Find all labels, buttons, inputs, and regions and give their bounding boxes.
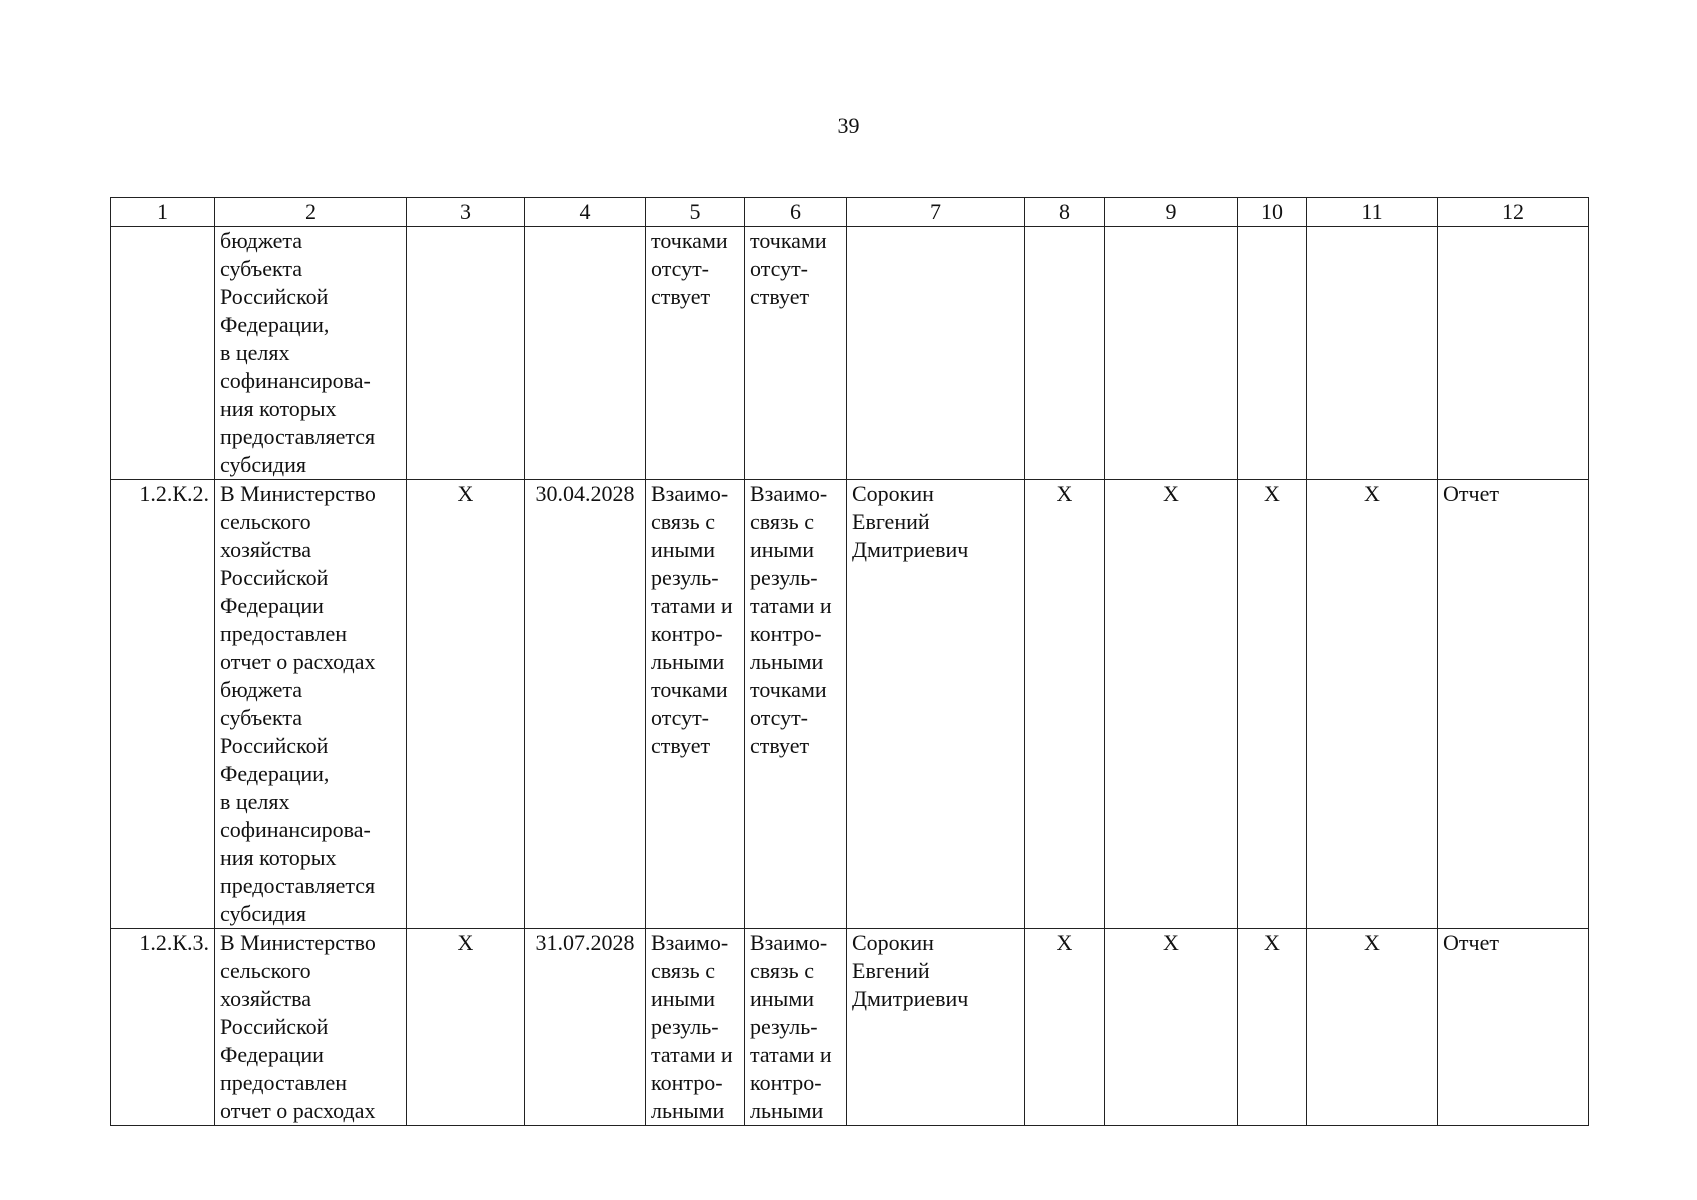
column-header-10: 10 [1238,198,1307,227]
table-row [111,480,1589,929]
description-cell: В Министерство сельского хозяйства Российской Федерации предоставлен отчет о расходах [215,929,407,1126]
column-header-5: 5 [646,198,745,227]
column-header-9: 9 [1105,198,1238,227]
relation-cell-col-5: Взаимо- связь с иными резуль- татами и контро- льными точками отсут- ствует [646,480,745,929]
row-number-cell: 1.2.К.2. [111,480,215,929]
cell-col-3: X [407,929,525,1126]
column-header-8: 8 [1025,198,1105,227]
column-header-4: 4 [525,198,646,227]
column-number-row [111,198,1589,227]
cell-col-8: X [1025,929,1105,1126]
cell-col-9 [1105,227,1238,480]
cell-col-10: X [1238,929,1307,1126]
cell-col-10 [1238,227,1307,480]
table-row-continuation [111,227,1589,480]
cell-col-3 [407,227,525,480]
responsible-person-cell: Сорокин Евгений Дмитриевич [847,929,1025,1126]
cell-col-8: X [1025,480,1105,929]
table-row [111,929,1589,1126]
relation-cell-col-5: Взаимо- связь с иными резуль- татами и контро- льными [646,929,745,1126]
column-header-1: 1 [111,198,215,227]
cell-col-11: X [1307,929,1438,1126]
column-header-7: 7 [847,198,1025,227]
relation-cell-col-5: точками отсут- ствует [646,227,745,480]
document-table [110,197,1589,1126]
column-header-11: 11 [1307,198,1438,227]
relation-cell-col-6: точками отсут- ствует [745,227,847,480]
column-header-3: 3 [407,198,525,227]
description-cell: В Министерство сельского хозяйства Российской Федерации предоставлен отчет о расходах бюджета субъекта Российской Федерации, в целях софинансирова- ния которых предоставляется субсидия [215,480,407,929]
cell-col-8 [1025,227,1105,480]
description-cell: бюджета субъекта Российской Федерации, в целях софинансирова- ния которых предоставляется субсидия [215,227,407,480]
column-header-6: 6 [745,198,847,227]
document-type-cell [1438,227,1589,480]
document-type-cell: Отчет [1438,480,1589,929]
cell-col-9: X [1105,929,1238,1126]
responsible-person-cell: Сорокин Евгений Дмитриевич [847,480,1025,929]
relation-cell-col-6: Взаимо- связь с иными резуль- татами и контро- льными точками отсут- ствует [745,480,847,929]
date-cell: 30.04.2028 [525,480,646,929]
date-cell [525,227,646,480]
cell-col-11 [1307,227,1438,480]
document-type-cell: Отчет [1438,929,1589,1126]
column-header-12: 12 [1438,198,1589,227]
cell-col-11: X [1307,480,1438,929]
relation-cell-col-6: Взаимо- связь с иными резуль- татами и контро- льными [745,929,847,1126]
cell-col-3: X [407,480,525,929]
row-number-cell [111,227,215,480]
responsible-person-cell [847,227,1025,480]
cell-col-10: X [1238,480,1307,929]
column-header-2: 2 [215,198,407,227]
page-number: 39 [837,113,860,138]
row-number-cell: 1.2.К.3. [111,929,215,1126]
date-cell: 31.07.2028 [525,929,646,1126]
cell-col-9: X [1105,480,1238,929]
